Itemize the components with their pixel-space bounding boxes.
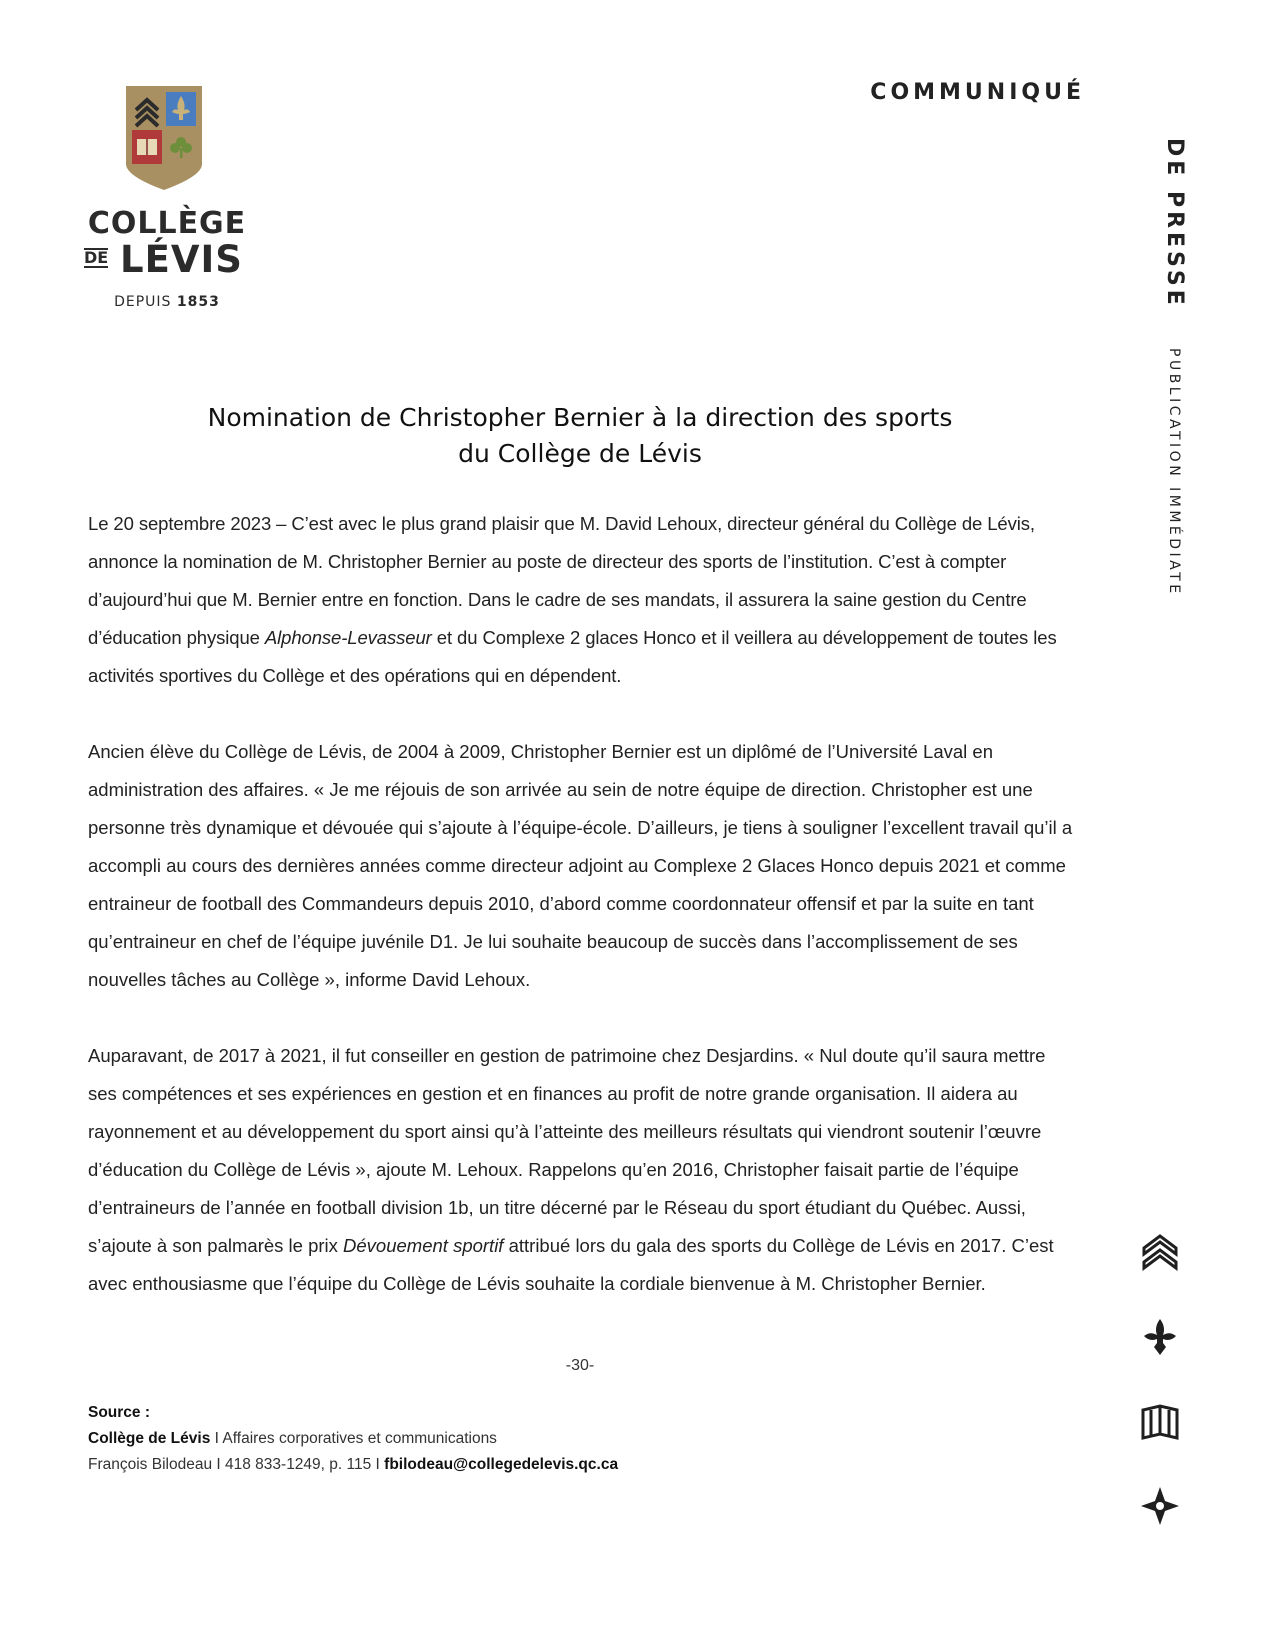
source-sep-3: I (371, 1456, 385, 1473)
publication-immediate-vertical: PUBLICATION IMMÉDIATE (1166, 348, 1182, 597)
logo-college-word: COLLÈGE (87, 206, 247, 241)
de-presse-vertical: DE PRESSE (1162, 138, 1187, 309)
source-org: Collège de Lévis (88, 1430, 211, 1447)
source-contact-line (88, 1452, 788, 1478)
source-sep-1: I (210, 1430, 223, 1447)
chevron-stack-icon (1140, 1232, 1180, 1272)
title-line-1: Nomination de Christopher Bernier à la direction des sports (207, 403, 953, 432)
source-sep-2: I (212, 1456, 225, 1473)
source-dept: Affaires corporatives et communications (222, 1430, 497, 1447)
paragraph-1-text-a: Le 20 septembre 2023 – C’est avec le plus grand plaisir que M. David Lehoux, directeur général du Collège de Lévis, annonce la nomination de M. Christopher Bernier au poste de directeur des sports de l’institution. C’est à compter d’aujourd’hui que M. Bernier entre en fonction. Dans le cadre de ses mandats, il assurera la saine gestion du Centre d’éducation physique (88, 513, 1035, 648)
end-marker: -30- (565, 1357, 595, 1374)
paragraph-3 (88, 1037, 1078, 1303)
paragraph-3-text-b: attribué lors du gala des sports du Collège de Lévis en 2017. C’est avec enthousiasme que l’équipe du Collège de Lévis souhaite la cordiale bienvenue à M. Christopher Bernier. (88, 1235, 1054, 1294)
logo-since-year: 1853 (176, 294, 220, 310)
title-line-2: du Collège de Lévis (458, 439, 702, 468)
paragraph-1-text-b: et du Complexe 2 glaces Honco et il veillera au développement de toutes les activités sportives du Collège et des opérations qui en dépendent. (88, 627, 1057, 686)
paragraph-1-italic: Alphonse-Levasseur (264, 627, 432, 648)
press-release-title (120, 400, 1040, 472)
logo-since (84, 294, 250, 310)
source-org-line (88, 1426, 788, 1452)
fleur-de-lis-icon (1140, 1317, 1180, 1357)
book-icon (1140, 1402, 1180, 1442)
paragraph-3-text-a: Auparavant, de 2017 à 2021, il fut conseiller en gestion de patrimoine chez Desjardins. « Nul doute qu’il saura mettre ses compétences et ses expériences en gestion et en finances au profit de notre grande organisation. Il aidera au rayonnement et au développement du sport ainsi qu’à l’atteinte des meilleurs résultats qui viendront soutenir l’œuvre d’éducation du Collège de Lévis », ajoute M. Lehoux. Rappelons qu’en 2016, Christopher faisait partie de l’équipe d’entraineurs de l’année en football division 1b, un titre décerné par le Réseau du sport étudiant du Québec. Aussi, s’ajoute à son palmarès le prix (88, 1045, 1046, 1256)
logo-levis-line (84, 238, 250, 284)
source-contact-name: François Bilodeau (88, 1456, 213, 1473)
communique-heading: COMMUNIQUÉ (870, 80, 1085, 105)
paragraph-3-italic: Dévouement sportif (343, 1235, 504, 1256)
logo-levis-word: LÉVIS (120, 238, 243, 281)
press-release-body (88, 505, 1078, 1341)
source-phone: 418 833-1249, p. 115 (225, 1456, 372, 1473)
source-label: Source : (88, 1404, 151, 1421)
compass-star-icon (1140, 1486, 1180, 1526)
source-email: fbilodeau@collegedelevis.qc.ca (384, 1456, 619, 1473)
paragraph-1 (88, 505, 1078, 695)
crest-icon (124, 84, 204, 192)
source-block (88, 1400, 788, 1478)
logo-de-word: DE (84, 248, 109, 267)
paragraph-2: Ancien élève du Collège de Lévis, de 2004 à 2009, Christopher Bernier est un diplômé de l’Université Laval en administration des affaires. « Je me réjouis de son arrivée au sein de notre équipe de direction. Christopher est une personne très dynamique et dévouée qui s’ajoute à l’équipe-école. D’ailleurs, je tiens à souligner l’excellent travail qu’il a accompli au cours des dernières années comme directeur adjoint au Complexe 2 Glaces Honco depuis 2021 et comme entraineur de football des Commandeurs depuis 2010, d’abord comme coordonnateur offensif et par la suite en tant qu’entraineur en chef de l’équipe juvénile D1. Je lui souhaite beaucoup de succès dans l’accomplissement de ses nouvelles tâches au Collège », informe David Lehoux. (88, 741, 1073, 990)
logo-since-label: DEPUIS (114, 294, 172, 310)
